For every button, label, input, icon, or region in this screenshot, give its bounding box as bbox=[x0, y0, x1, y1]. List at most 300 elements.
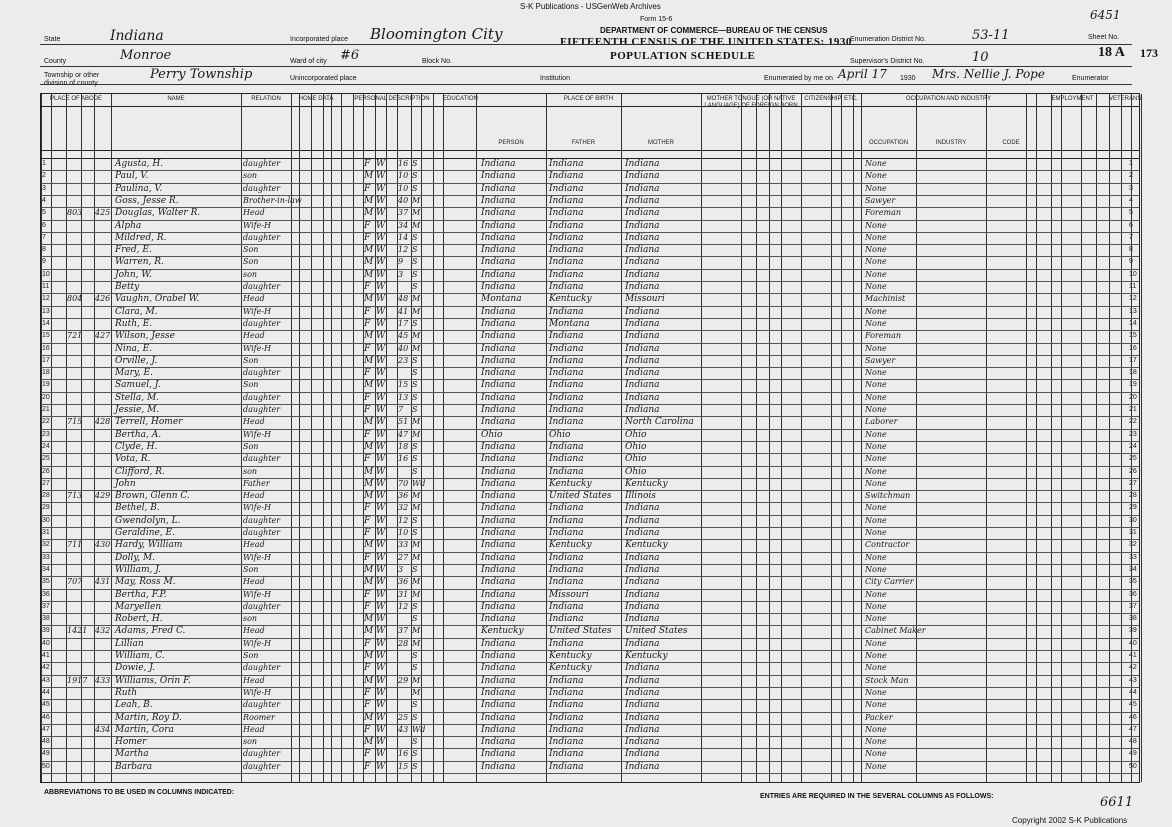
cell-name: Orville, J. bbox=[115, 355, 158, 366]
cell-mother: Indiana bbox=[625, 687, 660, 698]
cell-name: Clifford, R. bbox=[115, 466, 165, 477]
cell-occ: None bbox=[865, 343, 887, 353]
cell-rel: daughter bbox=[243, 663, 281, 673]
cell-mar: S bbox=[412, 737, 418, 747]
cell-father: Indiana bbox=[549, 232, 584, 243]
ed-label: Enumeration District No. bbox=[850, 36, 926, 43]
cell-father: Indiana bbox=[549, 564, 584, 575]
cell-sex: M bbox=[364, 208, 374, 219]
cell-sex: M bbox=[364, 491, 374, 502]
cell-mar: S bbox=[412, 183, 418, 193]
section-heading: PERSONAL DESCRIPTION bbox=[354, 96, 430, 102]
cell-race: W bbox=[376, 405, 386, 415]
cell-age: 15 bbox=[398, 761, 409, 771]
cell-mother: Indiana bbox=[625, 700, 660, 711]
cell-fam: 428 bbox=[95, 417, 111, 427]
table-row bbox=[41, 195, 1141, 207]
table-row bbox=[41, 638, 1141, 650]
cell-age: 34 bbox=[398, 220, 409, 230]
cell-age: 40 bbox=[398, 343, 409, 353]
column-subheading: MOTHER bbox=[648, 140, 674, 146]
cell-mar: S bbox=[412, 601, 418, 611]
cell-sex: F bbox=[364, 515, 371, 526]
row-number: 40 bbox=[1129, 639, 1137, 647]
row-number: 23 bbox=[1129, 430, 1137, 438]
cell-name: Douglas, Walter R. bbox=[115, 208, 201, 219]
row-number: 36 bbox=[42, 590, 50, 598]
cell-mar: S bbox=[412, 515, 418, 525]
cell-sex: F bbox=[364, 368, 371, 379]
cell-father: United States bbox=[549, 491, 612, 502]
table-row bbox=[41, 318, 1141, 330]
cell-father: Indiana bbox=[549, 441, 584, 452]
cell-father: Indiana bbox=[549, 171, 584, 182]
cell-name: Wilson, Jesse bbox=[115, 331, 175, 342]
cell-mar: S bbox=[412, 368, 418, 378]
cell-age: 16 bbox=[398, 749, 409, 759]
cell-father: Indiana bbox=[549, 257, 584, 268]
row-number: 24 bbox=[1129, 442, 1137, 450]
cell-sex: F bbox=[364, 724, 371, 735]
section-heading: OCCUPATION AND INDUSTRY bbox=[905, 96, 992, 102]
cell-mother: Indiana bbox=[625, 208, 660, 219]
cell-name: Bethel, B. bbox=[115, 503, 160, 514]
column-subheading: FATHER bbox=[571, 140, 596, 146]
cell-father: Indiana bbox=[549, 761, 584, 772]
township-value: Perry Township bbox=[150, 67, 253, 82]
section-heading: PLACE OF ABODE bbox=[49, 96, 103, 102]
cell-mother: Indiana bbox=[625, 712, 660, 723]
cell-mother: Ohio bbox=[625, 441, 647, 452]
cell-mar: Wd bbox=[412, 478, 426, 488]
county-value: Monroe bbox=[120, 48, 172, 63]
row-number: 8 bbox=[1129, 246, 1133, 254]
cell-age: 45 bbox=[398, 331, 409, 341]
enumerated-label: Enumerated by me on bbox=[764, 75, 833, 82]
cell-mother: Indiana bbox=[625, 663, 660, 674]
row-number: 43 bbox=[42, 676, 50, 684]
cell-mar: S bbox=[412, 245, 418, 255]
cell-race: W bbox=[376, 343, 386, 354]
cell-rel: daughter bbox=[243, 761, 281, 771]
row-rule bbox=[41, 773, 1139, 774]
cell-race: W bbox=[376, 454, 386, 465]
table-row bbox=[41, 355, 1141, 367]
cell-occ: None bbox=[865, 220, 887, 230]
cell-name: Alpha bbox=[115, 220, 142, 231]
cell-age: 17 bbox=[398, 318, 409, 328]
table-row bbox=[41, 404, 1141, 416]
row-number: 32 bbox=[1129, 541, 1137, 549]
row-number: 9 bbox=[42, 258, 46, 266]
cell-dwell: 707 bbox=[67, 577, 83, 587]
cell-birth: Indiana bbox=[481, 257, 516, 268]
row-number: 16 bbox=[1129, 344, 1137, 352]
cell-race: W bbox=[376, 355, 386, 366]
cell-sex: M bbox=[364, 577, 374, 588]
cell-name: Ruth bbox=[115, 687, 137, 698]
cell-race: W bbox=[376, 466, 386, 477]
cell-mother: Indiana bbox=[625, 749, 660, 760]
table-row bbox=[41, 466, 1141, 478]
cell-father: Indiana bbox=[549, 724, 584, 735]
cell-name: Ruth, E. bbox=[115, 318, 153, 329]
cell-father: Indiana bbox=[549, 159, 584, 169]
cell-occ: None bbox=[865, 183, 887, 193]
row-number: 10 bbox=[1129, 270, 1137, 278]
cell-age: 32 bbox=[398, 503, 409, 513]
row-number: 37 bbox=[1129, 602, 1137, 610]
cell-age: 47 bbox=[398, 429, 409, 439]
cell-father: Indiana bbox=[549, 749, 584, 760]
cell-father: Indiana bbox=[549, 528, 584, 538]
cell-race: W bbox=[376, 737, 386, 748]
cell-father: Indiana bbox=[549, 343, 584, 354]
cell-mar: S bbox=[412, 380, 418, 390]
row-number: 25 bbox=[1129, 455, 1137, 463]
cell-occ: Machinist bbox=[865, 294, 906, 304]
cell-occ: Stock Man bbox=[865, 675, 909, 685]
cell-mar: M bbox=[412, 195, 421, 205]
cell-fam: 432 bbox=[95, 626, 111, 636]
cell-mother: Indiana bbox=[625, 368, 660, 379]
cell-name: Vaughn, Orabel W. bbox=[115, 294, 200, 305]
cell-mother: Indiana bbox=[625, 159, 660, 169]
table-row bbox=[41, 527, 1141, 539]
cell-rel: Father bbox=[243, 478, 270, 488]
cell-father: Kentucky bbox=[549, 478, 592, 489]
cell-mar: S bbox=[412, 232, 418, 242]
cell-rel: Wife-H bbox=[243, 343, 272, 353]
cell-race: W bbox=[376, 368, 386, 379]
cell-mother: Indiana bbox=[625, 614, 660, 625]
state-label: State bbox=[44, 36, 61, 43]
cell-race: W bbox=[376, 294, 386, 305]
cell-birth: Indiana bbox=[481, 306, 516, 317]
cell-age: 12 bbox=[398, 601, 409, 611]
cell-sex: F bbox=[364, 749, 371, 760]
cell-mother: Indiana bbox=[625, 269, 660, 280]
population-table bbox=[40, 93, 1140, 783]
cell-mother: Indiana bbox=[625, 392, 660, 403]
cell-rel: Roomer bbox=[243, 712, 275, 722]
cell-birth: Indiana bbox=[481, 601, 516, 612]
row-number: 16 bbox=[42, 344, 50, 352]
incorporated-label: Incorporated place bbox=[290, 36, 348, 43]
row-number: 38 bbox=[1129, 615, 1137, 623]
cell-mother: Indiana bbox=[625, 564, 660, 575]
cell-sex: F bbox=[364, 220, 371, 231]
cell-age: 70 bbox=[398, 478, 409, 488]
cell-fam: 434 bbox=[95, 724, 111, 734]
divider bbox=[40, 84, 1132, 85]
cell-mother: Indiana bbox=[625, 355, 660, 366]
cell-rel: Son bbox=[243, 245, 259, 255]
cell-father: Indiana bbox=[549, 601, 584, 612]
row-number: 43 bbox=[1129, 676, 1137, 684]
cell-race: W bbox=[376, 331, 386, 342]
cell-rel: Head bbox=[243, 577, 265, 587]
cell-occ: None bbox=[865, 724, 887, 734]
row-number: 13 bbox=[1129, 307, 1137, 315]
cell-rel: daughter bbox=[243, 159, 281, 168]
page-stamp: 173 bbox=[1140, 46, 1158, 60]
row-number: 17 bbox=[42, 356, 50, 364]
cell-sex: F bbox=[364, 159, 371, 169]
cell-father: Indiana bbox=[549, 466, 584, 477]
cell-occ: None bbox=[865, 700, 887, 710]
cell-race: W bbox=[376, 392, 386, 403]
cell-occ: None bbox=[865, 159, 887, 168]
cell-name: Goss, Jesse R. bbox=[115, 195, 179, 206]
table-row bbox=[41, 761, 1141, 773]
cell-name: Bertha, F.P. bbox=[115, 589, 167, 600]
table-row bbox=[41, 502, 1141, 514]
cell-rel: Son bbox=[243, 651, 259, 660]
cell-mother: Indiana bbox=[625, 282, 660, 292]
cell-age: 31 bbox=[398, 589, 409, 599]
cell-rel: Head bbox=[243, 331, 265, 341]
cell-rel: Wife-H bbox=[243, 220, 272, 230]
row-number: 50 bbox=[42, 762, 50, 770]
row-number: 2 bbox=[1129, 172, 1133, 180]
cell-mar: S bbox=[412, 454, 418, 464]
cell-mother: Indiana bbox=[625, 724, 660, 735]
cell-mar: S bbox=[412, 761, 418, 771]
table-row bbox=[41, 220, 1141, 232]
enumerator-name: Mrs. Nellie J. Pope bbox=[932, 67, 1045, 81]
cell-age: 3 bbox=[398, 564, 404, 574]
table-row bbox=[41, 675, 1141, 687]
cell-sex: M bbox=[364, 737, 374, 748]
cell-birth: Indiana bbox=[481, 171, 516, 182]
cell-race: W bbox=[376, 232, 386, 243]
cell-father: Indiana bbox=[549, 380, 584, 391]
cell-occ: None bbox=[865, 737, 887, 747]
cell-rel: daughter bbox=[243, 515, 281, 525]
row-number: 7 bbox=[1129, 233, 1133, 241]
cell-birth: Indiana bbox=[481, 478, 516, 489]
row-number: 4 bbox=[42, 196, 46, 204]
cell-occ: None bbox=[865, 478, 887, 488]
cell-father: Indiana bbox=[549, 405, 584, 415]
cell-sex: M bbox=[364, 417, 374, 428]
row-number: 3 bbox=[1129, 184, 1133, 192]
cell-birth: Indiana bbox=[481, 343, 516, 354]
table-row bbox=[41, 367, 1141, 379]
ward-label: Ward of city bbox=[290, 58, 327, 65]
cell-age: 10 bbox=[398, 171, 409, 181]
cell-rel: Son bbox=[243, 380, 259, 390]
cell-fam: 427 bbox=[95, 331, 111, 341]
row-number: 27 bbox=[1129, 479, 1137, 487]
cell-race: W bbox=[376, 761, 386, 772]
cell-father: Indiana bbox=[549, 552, 584, 563]
cell-mother: United States bbox=[625, 626, 688, 637]
cell-birth: Indiana bbox=[481, 208, 516, 219]
cell-mother: Indiana bbox=[625, 318, 660, 329]
cell-mother: Indiana bbox=[625, 601, 660, 612]
cell-mother: Indiana bbox=[625, 245, 660, 256]
cell-rel: Son bbox=[243, 564, 259, 574]
cell-race: W bbox=[376, 626, 386, 637]
row-number: 38 bbox=[42, 615, 50, 623]
cell-mar: M bbox=[412, 417, 421, 427]
cell-name: Barbara bbox=[115, 761, 153, 772]
cell-mar: S bbox=[412, 355, 418, 365]
cell-mother: Indiana bbox=[625, 257, 660, 268]
cell-mar: M bbox=[412, 638, 421, 648]
cell-name: Williams, Orin F. bbox=[115, 675, 191, 686]
cell-age: 10 bbox=[398, 183, 409, 193]
cell-father: Kentucky bbox=[549, 294, 592, 305]
cell-race: W bbox=[376, 171, 386, 182]
cell-name: May, Ross M. bbox=[115, 577, 176, 588]
row-number: 11 bbox=[42, 283, 50, 290]
table-row bbox=[41, 576, 1141, 588]
row-number: 19 bbox=[42, 381, 50, 389]
cell-fam: 426 bbox=[95, 294, 111, 304]
cell-sex: F bbox=[364, 503, 371, 514]
table-row bbox=[41, 293, 1141, 305]
enumerated-date: April 17 bbox=[838, 67, 887, 81]
cell-sex: F bbox=[364, 392, 371, 403]
cell-age: 40 bbox=[398, 195, 409, 205]
cell-rel: daughter bbox=[243, 282, 281, 291]
cell-occ: None bbox=[865, 318, 887, 328]
cell-rel: Head bbox=[243, 724, 265, 734]
cell-mother: Indiana bbox=[625, 638, 660, 649]
cell-mar: S bbox=[412, 171, 418, 181]
cell-sex: M bbox=[364, 564, 374, 575]
cell-birth: Indiana bbox=[481, 700, 516, 711]
cell-sex: M bbox=[364, 195, 374, 206]
cell-name: Lillian bbox=[115, 638, 144, 649]
cell-dwell: 715 bbox=[67, 417, 83, 427]
cell-occ: None bbox=[865, 454, 887, 464]
cell-age: 33 bbox=[398, 540, 409, 550]
row-number: 22 bbox=[42, 418, 50, 426]
cell-mar: S bbox=[412, 712, 418, 722]
table-row bbox=[41, 687, 1141, 699]
cell-age: 37 bbox=[398, 208, 409, 218]
cell-name: William, J. bbox=[115, 564, 161, 575]
cell-name: Dolly, M. bbox=[115, 552, 156, 563]
cell-rel: daughter bbox=[243, 454, 281, 464]
header-rule bbox=[41, 150, 1139, 151]
cell-name: Terrell, Homer bbox=[115, 417, 183, 428]
sheet-label: Sheet No. bbox=[1088, 34, 1120, 41]
cell-mar: M bbox=[412, 306, 421, 316]
section-heading: MOTHER TONGUE (OR NATIVE LANGUAGE) OF FOREIGN BORN bbox=[704, 96, 798, 109]
cell-race: W bbox=[376, 515, 386, 526]
cell-race: W bbox=[376, 528, 386, 538]
section-heading: RELATION bbox=[251, 96, 281, 102]
table-row bbox=[41, 601, 1141, 613]
cell-father: Indiana bbox=[549, 183, 584, 194]
cell-birth: Indiana bbox=[481, 318, 516, 329]
table-row bbox=[41, 564, 1141, 576]
cell-sex: M bbox=[364, 441, 374, 452]
row-number: 11 bbox=[1129, 283, 1137, 290]
row-number: 49 bbox=[42, 750, 50, 758]
cell-age: 25 bbox=[398, 712, 409, 722]
cell-name: Agusta, H. bbox=[115, 159, 164, 169]
cell-race: W bbox=[376, 601, 386, 612]
entries-title: ENTRIES ARE REQUIRED IN THE SEVERAL COLUMNS AS FOLLOWS: bbox=[760, 793, 994, 800]
cell-occ: None bbox=[865, 761, 887, 771]
cell-name: Clara, M. bbox=[115, 306, 158, 317]
row-number: 44 bbox=[1129, 688, 1137, 696]
cell-age: 29 bbox=[398, 675, 409, 685]
cell-father: Kentucky bbox=[549, 651, 592, 661]
cell-father: Ohio bbox=[549, 429, 571, 440]
row-number: 30 bbox=[1129, 516, 1137, 524]
cell-occ: None bbox=[865, 663, 887, 673]
cell-name: Nina, E. bbox=[115, 343, 153, 354]
block-label: Block No. bbox=[422, 58, 452, 65]
cell-father: Indiana bbox=[549, 220, 584, 231]
cell-mother: Indiana bbox=[625, 503, 660, 514]
cell-mar: M bbox=[412, 208, 421, 218]
cell-race: W bbox=[376, 540, 386, 551]
row-number: 50 bbox=[1129, 762, 1137, 770]
cell-age: 16 bbox=[398, 159, 409, 168]
cell-birth: Indiana bbox=[481, 441, 516, 452]
cell-rel: son bbox=[243, 737, 258, 747]
cell-mother: Indiana bbox=[625, 577, 660, 588]
cell-father: Indiana bbox=[549, 687, 584, 698]
cell-father: Missouri bbox=[549, 589, 589, 600]
cell-sex: F bbox=[364, 601, 371, 612]
row-number: 12 bbox=[42, 295, 50, 303]
cell-rel: Head bbox=[243, 208, 265, 218]
cell-birth: Indiana bbox=[481, 232, 516, 243]
row-number: 7 bbox=[42, 233, 46, 241]
row-number: 19 bbox=[1129, 381, 1137, 389]
cell-mar: M bbox=[412, 343, 421, 353]
table-row bbox=[41, 453, 1141, 465]
section-heading: CITIZENSHIP, ETC. bbox=[804, 96, 858, 102]
cell-name: Adams, Fred C. bbox=[115, 626, 186, 637]
row-number: 36 bbox=[1129, 590, 1137, 598]
row-number: 26 bbox=[1129, 467, 1137, 475]
cell-occ: None bbox=[865, 392, 887, 402]
row-number: 28 bbox=[1129, 492, 1137, 500]
cell-father: Indiana bbox=[549, 503, 584, 514]
row-number: 6 bbox=[42, 221, 46, 229]
cell-occ: None bbox=[865, 405, 887, 414]
column-subheading: CODE bbox=[1002, 140, 1020, 146]
cell-race: W bbox=[376, 417, 386, 428]
cell-race: W bbox=[376, 564, 386, 575]
cell-rel: daughter bbox=[243, 700, 281, 710]
row-number: 4 bbox=[1129, 196, 1133, 204]
row-number: 22 bbox=[1129, 418, 1137, 426]
cell-occ: Cabinet Maker bbox=[865, 626, 926, 636]
row-number: 47 bbox=[42, 725, 50, 733]
cell-name: Warren, R. bbox=[115, 257, 164, 268]
row-number: 46 bbox=[1129, 713, 1137, 721]
cell-birth: Indiana bbox=[481, 761, 516, 772]
cell-sex: M bbox=[364, 355, 374, 366]
incorporated-value: Bloomington City bbox=[370, 25, 503, 43]
row-number: 10 bbox=[42, 270, 50, 278]
cell-mar: M bbox=[412, 491, 421, 501]
cell-sex: F bbox=[364, 528, 371, 538]
cell-mother: Ohio bbox=[625, 466, 647, 477]
row-number: 17 bbox=[1129, 356, 1137, 364]
